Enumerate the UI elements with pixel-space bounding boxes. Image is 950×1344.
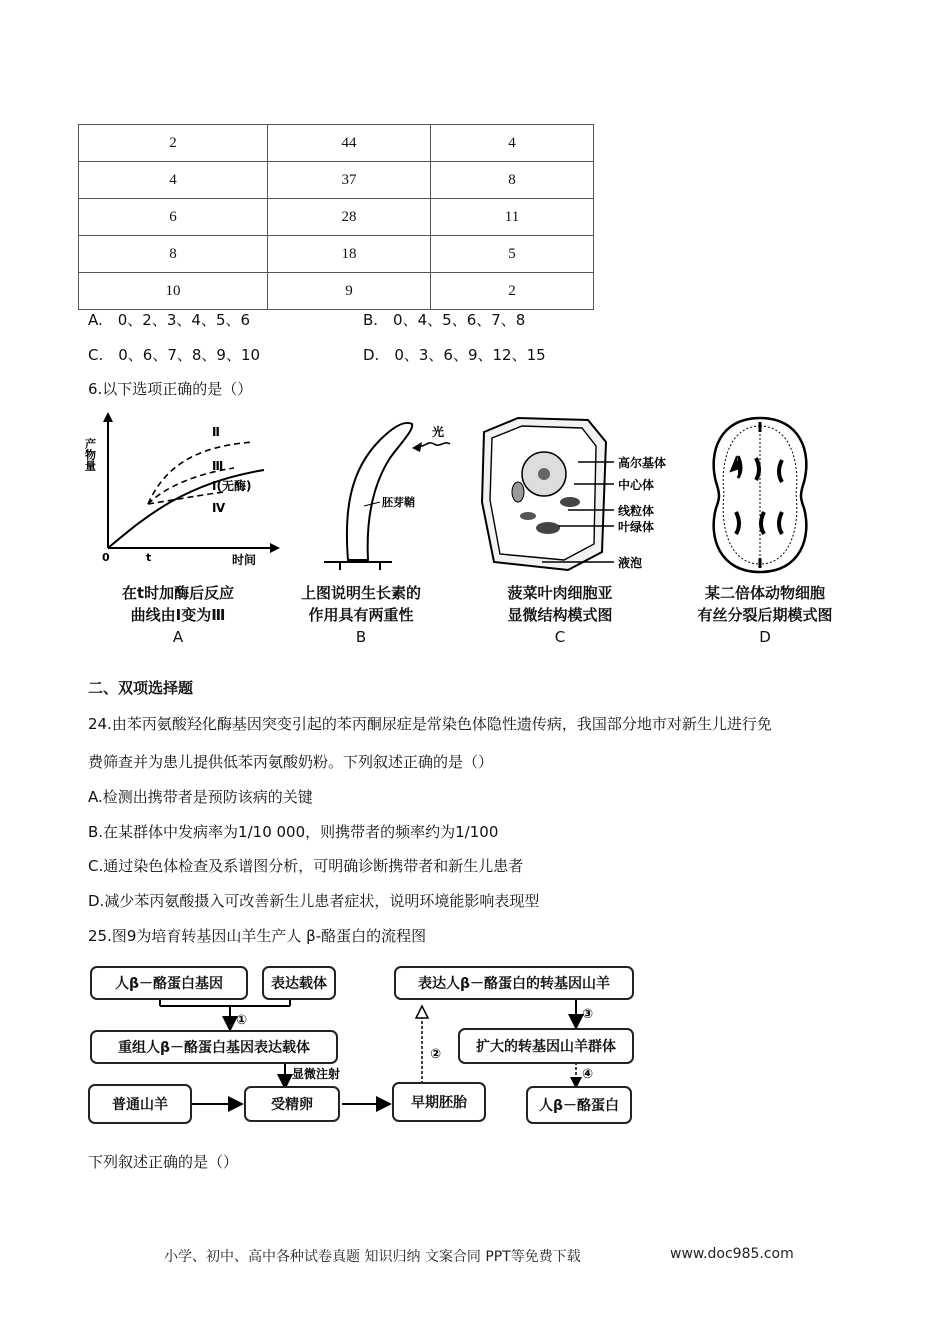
q24-option-d: D.减少苯丙氨酸摄入可改善新生儿患者症状，说明环境能影响表现型 [88, 892, 540, 910]
table-cell: 10 [79, 273, 268, 310]
mitochondria-label: 线粒体 [618, 504, 655, 518]
golgi-label: 高尔基体 [618, 456, 667, 470]
box-early-embryo: 早期胚胎 [392, 1082, 486, 1122]
step-4-label: ④ [582, 1067, 594, 1082]
caption-line: 有丝分裂后期模式图 [697, 606, 833, 624]
vacuole-label: 液泡 [618, 556, 643, 570]
table-cell: 5 [431, 236, 594, 273]
figure-d-caption [680, 582, 850, 648]
figure-c-cell [478, 412, 688, 577]
table-cell: 4 [79, 162, 268, 199]
q25-stem: 25.图9为培育转基因山羊生产人 β-酪蛋白的流程图 [88, 927, 427, 945]
table-row [79, 236, 594, 273]
box-fertilized-egg: 受精卵 [244, 1086, 340, 1122]
box-transgenic-goat: 表达人β－酪蛋白的转基因山羊 [394, 966, 634, 1000]
q25-question: 下列叙述正确的是（） [88, 1153, 239, 1171]
x-axis-label: 时间 [232, 553, 257, 567]
step-2-label: ② [430, 1047, 442, 1062]
step-3-label: ③ [582, 1007, 594, 1022]
caption-line: 上图说明生长素的 [300, 584, 421, 602]
table-cell: 8 [79, 236, 268, 273]
table-row [79, 273, 594, 310]
figure-letter: B [355, 628, 367, 646]
table-cell: 18 [268, 236, 431, 273]
t-label: t [146, 551, 152, 564]
figure-b-caption [286, 582, 436, 648]
box-vector: 表达载体 [262, 966, 336, 1000]
question-6-stem: 6.以下选项正确的是（） [88, 380, 253, 398]
q24-option-c: C.通过染色体检查及系谱图分析，可明确诊断携带者和新生儿患者 [88, 857, 524, 875]
q24-option-a: A.检测出携带者是预防该病的关键 [88, 788, 313, 806]
data-table [78, 124, 594, 310]
figure-a-caption [98, 582, 258, 648]
curve-iii-label: Ⅲ [212, 459, 224, 473]
step-1-label: ① [236, 1013, 248, 1028]
figure-letter: D [759, 628, 771, 646]
table-cell: 37 [268, 162, 431, 199]
option-a: A. 0、2、3、4、5、6 [88, 311, 251, 329]
curve-i-label: Ⅰ(无酶) [212, 479, 252, 493]
table-row [79, 199, 594, 236]
caption-line: 在t时加酶后反应 [121, 584, 235, 602]
y-axis-label: 产物量 [84, 438, 97, 471]
curve-iv-label: Ⅳ [212, 501, 226, 515]
caption-line: 曲线由Ⅰ变为Ⅲ [130, 606, 226, 624]
table-cell: 6 [79, 199, 268, 236]
table-cell: 11 [431, 199, 594, 236]
option-b: B. 0、4、5、6、7、8 [363, 311, 526, 329]
q24-option-b: B.在某群体中发病率为1/10 000，则携带者的频率约为1/100 [88, 823, 499, 841]
figure-d-mitosis [700, 412, 820, 577]
footer-link[interactable]: www.doc985.com [670, 1246, 794, 1262]
figure-letter: A [172, 628, 184, 646]
table-cell: 9 [268, 273, 431, 310]
box-human-gene: 人β－酪蛋白基因 [90, 966, 248, 1000]
box-casein-protein: 人β－酪蛋白 [526, 1086, 632, 1124]
curve-ii-label: Ⅱ [212, 425, 220, 439]
table-cell: 8 [431, 162, 594, 199]
box-recombinant: 重组人β－酪蛋白基因表达载体 [90, 1030, 338, 1064]
q24-line2: 费筛查并为患儿提供低苯丙氨酸奶粉。下列叙述正确的是（） [88, 753, 494, 771]
figure-a-graph [84, 408, 284, 568]
table-cell: 44 [268, 125, 431, 162]
caption-line: 菠菜叶肉细胞亚 [507, 584, 613, 602]
table-row [79, 162, 594, 199]
option-d: D. 0、3、6、9、12、15 [363, 346, 546, 364]
light-label: 光 [432, 425, 445, 439]
box-goat-population: 扩大的转基因山羊群体 [458, 1028, 634, 1064]
chloroplast-label: 叶绿体 [618, 520, 655, 534]
table-cell: 2 [431, 273, 594, 310]
table-cell: 28 [268, 199, 431, 236]
figure-c-caption [480, 582, 640, 648]
caption-line: 显微结构模式图 [507, 606, 613, 624]
centriole-label: 中心体 [618, 478, 655, 492]
section-title: 二、双项选择题 [88, 679, 194, 697]
figure-b-coleoptile [300, 410, 470, 580]
table-cell: 4 [431, 125, 594, 162]
box-goat: 普通山羊 [88, 1084, 192, 1124]
q24-line1: 24.由苯丙氨酸羟化酶基因突变引起的苯丙酮尿症是常染色体隐性遗传病，我国部分地市对新生儿进行免 [88, 715, 772, 733]
option-c: C. 0、6、7、8、9、10 [88, 346, 261, 364]
microinjection-label: 显微注射 [292, 1067, 341, 1081]
footer-text: 小学、初中、高中各种试卷真题 知识归纳 文案合同 PPT等免费下载 [164, 1249, 581, 1265]
coleoptile-label: 胚芽鞘 [382, 496, 415, 509]
figure-letter: C [554, 628, 566, 646]
origin-label: 0 [102, 551, 110, 564]
caption-line: 作用具有两重性 [308, 606, 414, 624]
table-row [79, 125, 594, 162]
caption-line: 某二倍体动物细胞 [704, 584, 825, 602]
table-cell: 2 [79, 125, 268, 162]
